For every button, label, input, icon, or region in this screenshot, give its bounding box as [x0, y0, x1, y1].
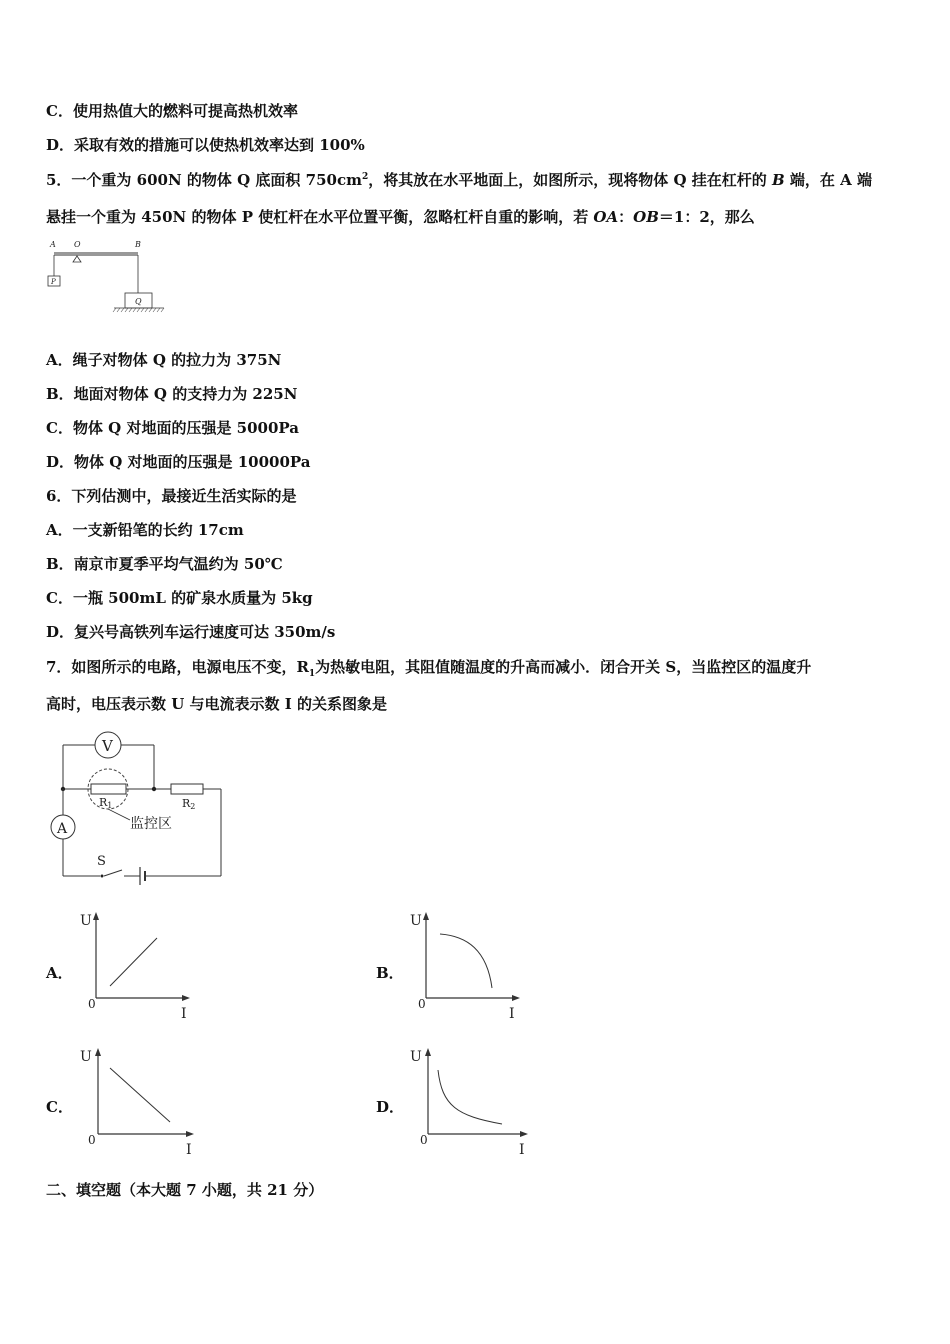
q5-option-c: C．物体 Q 对地面的压强是 5000Pa: [46, 419, 300, 437]
graph-d-axis-u: U: [410, 1049, 422, 1065]
graph-option-c-label: C．: [46, 1098, 73, 1116]
q6-option-b: B．南京市夏季平均气温约为 50℃: [46, 555, 283, 573]
graph-a-curve: [110, 938, 157, 986]
option-d-prev: D．采取有效的措施可以使热机效率达到 100%: [46, 136, 365, 154]
lever-label-p: P: [51, 278, 56, 286]
q6-option-d: D．复兴号高铁列车运行速度可达 350m/s: [46, 623, 336, 641]
voltmeter-label: V: [102, 737, 113, 755]
lever-label-b: B: [135, 240, 141, 249]
graph-c-curve: [110, 1068, 170, 1122]
graph-b-axis-i: I: [509, 1006, 515, 1022]
section-2-title: 二、填空题（本大题 7 小题，共 21 分）: [46, 1181, 324, 1199]
q6-option-c: C．一瓶 500mL 的矿泉水质量为 5kg: [46, 589, 313, 607]
graph-c-axis-u: U: [80, 1049, 92, 1065]
graph-c: [82, 1046, 202, 1161]
graph-d-curve: [438, 1070, 502, 1124]
graph-b-origin: 0: [418, 997, 426, 1011]
monitor-zone-label: 监控区: [130, 816, 172, 832]
q5-option-d: D．物体 Q 对地面的压强是 10000Pa: [46, 453, 311, 471]
option-c-prev: C．使用热值大的燃料可提高热机效率: [46, 102, 298, 120]
lever-label-o: O: [74, 240, 81, 249]
graph-c-origin: 0: [88, 1133, 96, 1147]
graph-b-axis-u: U: [410, 913, 422, 929]
lever-label-a: A: [50, 240, 56, 249]
switch-s: [104, 870, 122, 876]
q6-stem: 6．下列估测中，最接近生活实际的是: [46, 487, 297, 505]
q5-stem-line1: 5．一个重为 600N 的物体 Q 底面积 $750cm^2$，将其放在水平地面上，如图所示，现将物体 Q 挂在杠杆的 B 端，在 A 端: [46, 171, 872, 189]
r1-label: R1: [99, 796, 113, 810]
graph-b-curve: [440, 934, 492, 988]
graph-d-axis-i: I: [519, 1142, 525, 1158]
lever-figure: [40, 236, 180, 316]
q5-stem-line2: 悬挂一个重为 450N 的物体 P 使杠杆在水平位置平衡，忽略杠杆自重的影响，若 OA：OB＝1：2，那么: [46, 208, 755, 226]
q5-option-a: A．绳子对物体 Q 的拉力为 375N: [46, 351, 282, 369]
resistor-r2: [171, 784, 203, 794]
q7-stem-line2: 高时，电压表示数 U 与电流表示数 I 的关系图象是: [46, 695, 387, 713]
graph-c-axis-i: I: [186, 1142, 192, 1158]
ammeter-label: A: [57, 821, 68, 837]
graph-a-axis-u: U: [80, 913, 92, 929]
q5-option-b: B．地面对物体 Q 的支持力为 225N: [46, 385, 298, 403]
r2-label: R2: [182, 797, 196, 811]
switch-label: S: [97, 854, 106, 869]
graph-option-b-label: B．: [376, 964, 404, 982]
graph-option-a-label: A．: [46, 964, 73, 982]
graph-a: [82, 910, 192, 1025]
graph-d: [412, 1046, 537, 1161]
graph-b: [412, 910, 527, 1025]
graph-d-origin: 0: [420, 1133, 428, 1147]
graph-option-d-label: D．: [376, 1098, 405, 1116]
q6-option-a: A．一支新铅笔的长约 17cm: [46, 521, 244, 539]
graph-a-origin: 0: [88, 997, 96, 1011]
graph-a-axis-i: I: [181, 1006, 187, 1022]
circuit-figure: [44, 730, 234, 885]
lever-label-q: Q: [135, 297, 142, 306]
resistor-r1: [91, 784, 126, 794]
q7-stem-line1: 7．如图所示的电路，电源电压不变，$R_1$为热敏电阻，其阻值随温度的升高而减小．闭合开关 S，当监控区的温度升: [46, 658, 812, 679]
